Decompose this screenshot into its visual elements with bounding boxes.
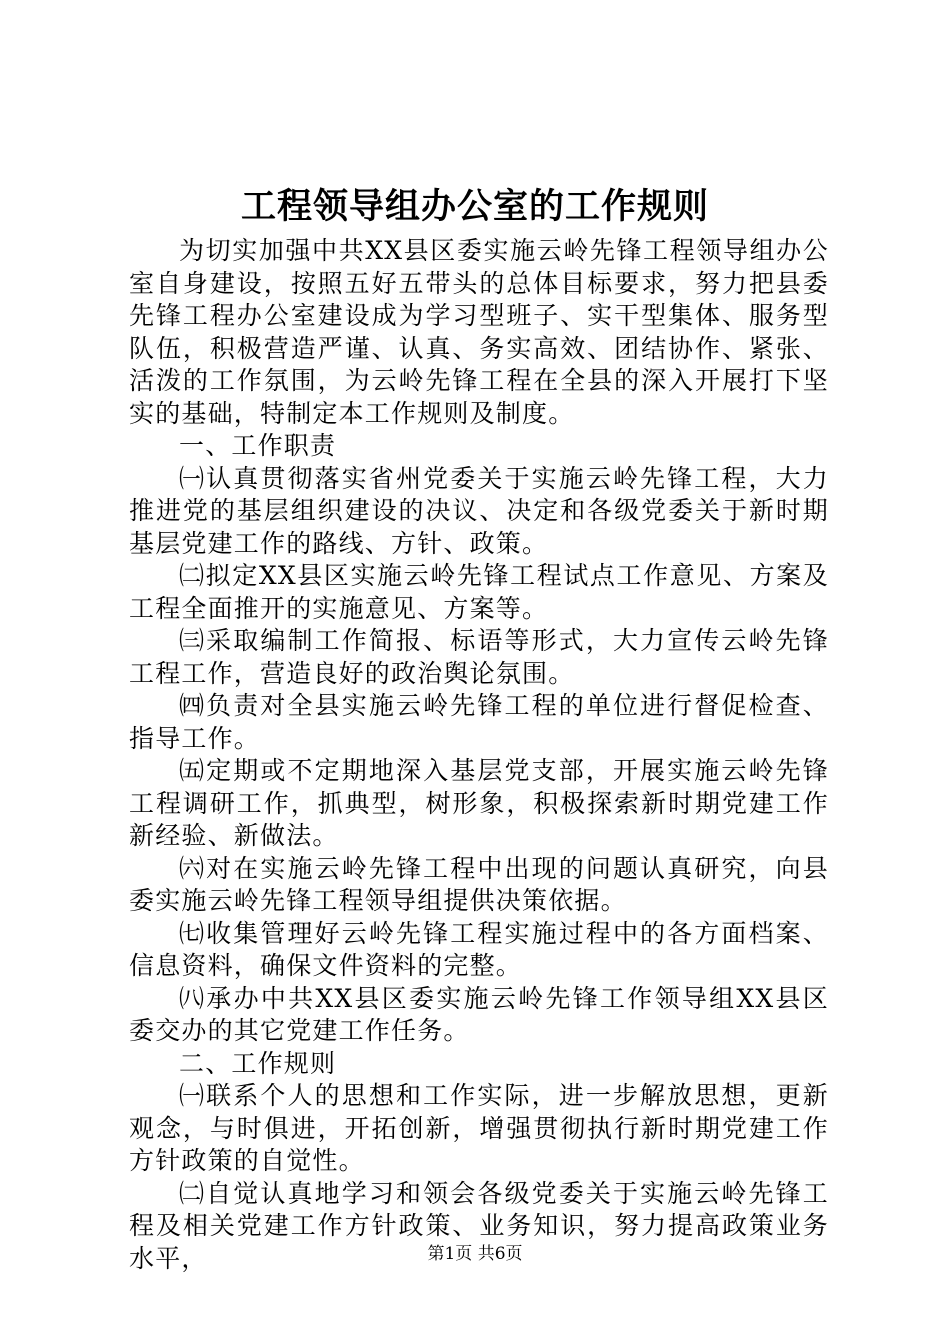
paragraph-duty-7: ㈦收集管理好云岭先锋工程实施过程中的各方面档案、信息资料，确保文件资料的完整。 xyxy=(129,918,829,980)
paragraph-duty-6: ㈥对在实施云岭先锋工程中出现的问题认真研究，向县委实施云岭先锋工程领导组提供决策依据。 xyxy=(129,853,829,915)
paragraph-duty-8: ㈧承办中共XX县区委实施云岭先锋工作领导组XX县区委交办的其它党建工作任务。 xyxy=(129,983,829,1045)
paragraph-duty-2: ㈡拟定XX县区实施云岭先锋工程试点工作意见、方案及工程全面推开的实施意见、方案等。 xyxy=(129,561,829,623)
document-body xyxy=(129,235,829,1275)
paragraph-rule-1: ㈠联系个人的思想和工作实际，进一步解放思想，更新观念，与时俱进，开拓创新，增强贯彻执行新时期党建工作方针政策的自觉性。 xyxy=(129,1081,829,1175)
document-title: 工程领导组办公室的工作规则 xyxy=(240,186,709,227)
paragraph-duty-5: ㈤定期或不定期地深入基层党支部，开展实施云岭先锋工程调研工作，抓典型，树形象，积极探索新时期党建工作新经验、新做法。 xyxy=(129,756,829,850)
paragraph-intro: 为切实加强中共XX县区委实施云岭先锋工程领导组办公室自身建设，按照五好五带头的总体目标要求，努力把县委先锋工程办公室建设成为学习型班子、实干型集体、服务型队伍，积极营造严谨、认真、务实高效、团结协作、紧张、活泼的工作氛围，为云岭先锋工程在全县的深入开展打下坚实的基础，特制定本工作规则及制度。 xyxy=(129,236,829,428)
paragraph-duty-1: ㈠认真贯彻落实省州党委关于实施云岭先锋工程，大力推进党的基层组织建设的决议、决定和各级党委关于新时期基层党建工作的路线、方针、政策。 xyxy=(129,463,829,558)
paragraph-rule-2: ㈡自觉认真地学习和领会各级党委关于实施云岭先锋工程及相关党建工作方针政策、业务知识，努力提高政策业务水平， xyxy=(129,1178,829,1273)
page-footer: 第1页 共6页 xyxy=(427,1244,523,1264)
section-heading-duties: 一、工作职责 xyxy=(179,431,337,460)
paragraph-duty-4: ㈣负责对全县实施云岭先锋工程的单位进行督促检查、指导工作。 xyxy=(129,691,829,753)
paragraph-duty-3: ㈢采取编制工作简报、标语等形式，大力宣传云岭先锋工程工作，营造良好的政治舆论氛围。 xyxy=(129,626,829,688)
section-heading-rules: 二、工作规则 xyxy=(179,1048,337,1078)
